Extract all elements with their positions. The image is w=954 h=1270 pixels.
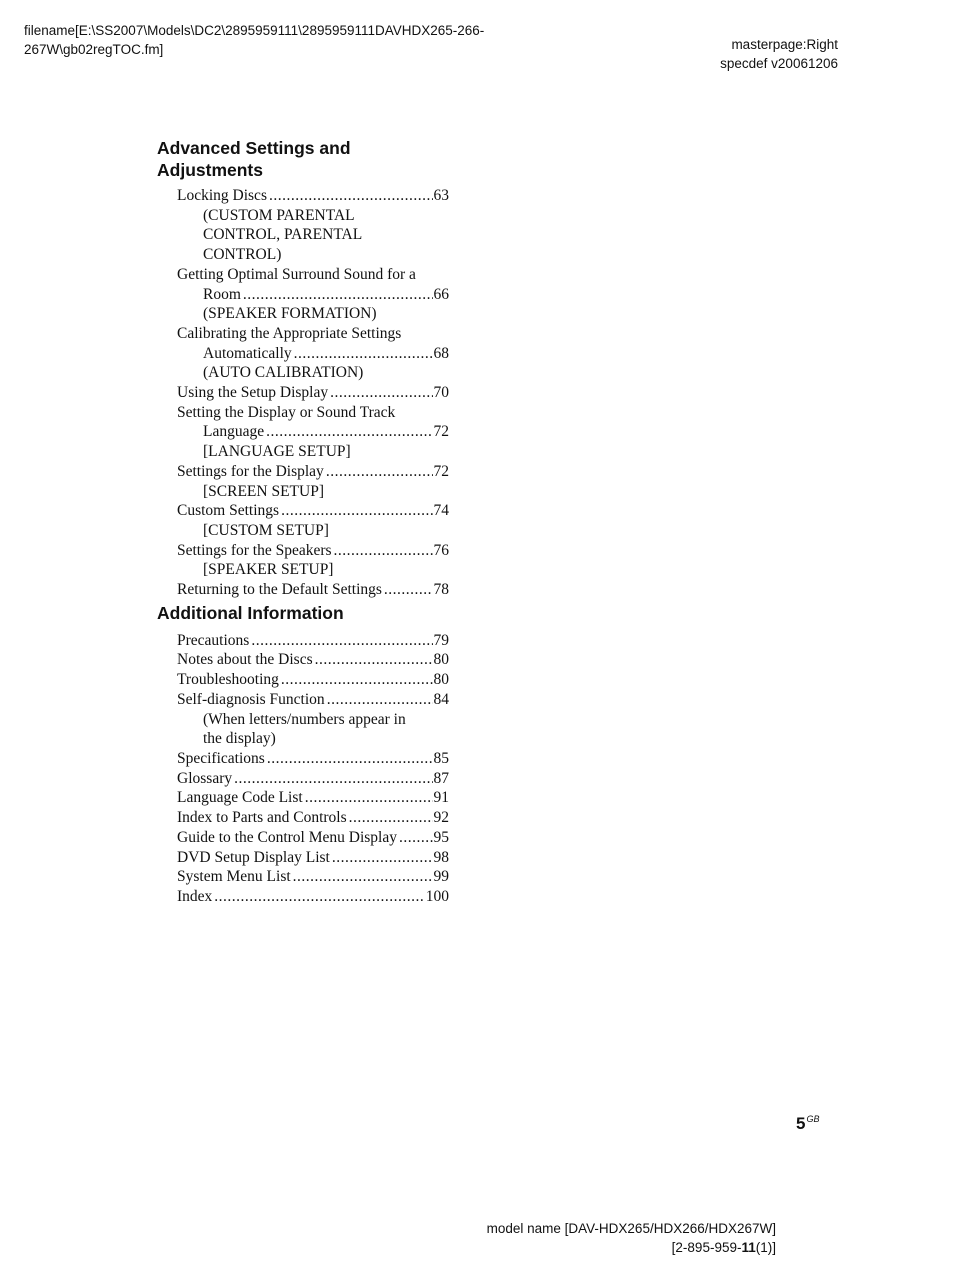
toc-page-number: 85 (433, 749, 449, 767)
toc-page-number: 68 (433, 344, 449, 362)
toc-page-number: 91 (433, 789, 449, 807)
toc-entry (157, 541, 449, 580)
toc-leader-dots (266, 422, 432, 442)
toc-page-number: 98 (433, 848, 449, 866)
page-number-suffix: GB (806, 1114, 820, 1125)
toc-entry-subtitle: (CUSTOM PARENTAL (203, 206, 355, 224)
toc-page-number: 72 (433, 423, 449, 441)
toc-entry (157, 186, 449, 265)
toc-page-number: 76 (433, 541, 449, 559)
header-filename (24, 21, 544, 59)
toc-leader-dots (326, 462, 433, 482)
toc-entry-subtitle: the display) (203, 730, 276, 748)
section-title (157, 602, 449, 624)
toc-entry-row (157, 769, 449, 789)
toc-leader-dots (384, 580, 433, 600)
toc-entry-text: Language (203, 423, 265, 441)
header-filename-line2: 267W\gb02regTOC.fm] (24, 42, 164, 57)
toc-page-number: 92 (433, 809, 449, 827)
toc-entry-text: Index to Parts and Controls (177, 809, 347, 827)
section-title-line: Adjustments (157, 160, 263, 180)
toc-entry (157, 403, 449, 462)
toc-entry-text: Glossary (177, 769, 233, 787)
toc-entry-text: Index (177, 887, 213, 905)
toc-entry-text: Specifications (177, 749, 265, 767)
toc-entry-text: Precautions (177, 631, 250, 649)
toc-entry-text: Language Code List (177, 789, 303, 807)
toc-entry-row (157, 749, 449, 769)
toc-entry-row (157, 462, 449, 482)
toc-leader-dots (243, 285, 433, 305)
toc-entry-row (157, 848, 449, 868)
toc-entry (157, 631, 449, 651)
toc-entry-subtitle: [SPEAKER SETUP] (203, 561, 334, 579)
toc-page-number: 100 (425, 887, 449, 905)
toc-page-number: 63 (433, 187, 449, 204)
toc-entry-subtitle: (When letters/numbers appear in (203, 710, 406, 728)
toc-entry-text: Returning to the Default Settings (177, 581, 382, 599)
toc-page-number: 99 (433, 868, 449, 886)
toc-entry-row (157, 541, 449, 561)
toc-entry-row (157, 580, 449, 600)
toc-entry-text: Automatically (203, 344, 292, 362)
toc-entry-row (157, 887, 449, 907)
toc-page-number: 66 (433, 285, 449, 303)
toc-entry (157, 265, 449, 324)
toc-entry-row (157, 344, 449, 364)
section-title (157, 137, 449, 181)
header-filename-line1: filename[E:\SS2007\Models\DC2\2895959111\2895959111DAVHDX265-266- (24, 23, 485, 38)
page-number (796, 1114, 819, 1134)
table-of-contents (157, 137, 449, 907)
toc-leader-dots (305, 788, 433, 808)
toc-leader-dots (281, 501, 432, 521)
toc-leader-dots (267, 749, 433, 769)
toc-entry (157, 650, 449, 670)
footer-model-name: model name [DAV-HDX265/HDX266/HDX267W] (486, 1221, 776, 1236)
section-title-line: Additional Information (157, 602, 344, 623)
toc-entry (157, 749, 449, 769)
toc-entry-text: Setting the Display or Sound Track (177, 403, 396, 421)
toc-entry-text: Getting Optimal Surround Sound for a (177, 265, 416, 283)
toc-entry-text: Notes about the Discs (177, 651, 313, 669)
toc-leader-dots (330, 383, 432, 403)
toc-page-number: 95 (433, 828, 449, 846)
toc-entry-row (157, 788, 449, 808)
footer-code-suffix: (1)] (755, 1240, 776, 1255)
toc-entry (157, 808, 449, 828)
toc-entry-text: Settings for the Speakers (177, 541, 332, 559)
header-masterpage-text: masterpage:Right (731, 37, 838, 52)
toc-entry-subtitle: [CUSTOM SETUP] (203, 521, 329, 539)
header-masterpage (720, 35, 838, 73)
toc-entry-text: System Menu List (177, 868, 291, 886)
toc-entry-text: Troubleshooting (177, 671, 279, 689)
toc-page-number: 80 (433, 651, 449, 669)
footer-code-prefix: [2-895-959- (671, 1240, 742, 1255)
toc-entry (157, 580, 449, 600)
toc-page-number: 74 (433, 502, 449, 520)
toc-entry (157, 690, 449, 749)
toc-entry-subtitle: [SCREEN SETUP] (203, 482, 324, 500)
toc-leader-dots (294, 344, 433, 364)
toc-leader-dots (214, 887, 424, 907)
toc-entry (157, 670, 449, 690)
footer-code (672, 1238, 776, 1257)
toc-entry-row (157, 690, 449, 710)
toc-entry-row (157, 383, 449, 403)
toc-entry (157, 848, 449, 868)
toc-entry (157, 788, 449, 808)
toc-page-number: 80 (433, 671, 449, 689)
toc-entry-row (157, 650, 449, 670)
toc-entry-text: Calibrating the Appropriate Settings (177, 324, 402, 342)
toc-entry-subtitle: (AUTO CALIBRATION) (203, 364, 364, 382)
toc-entry (157, 324, 449, 383)
toc-entry-row (157, 828, 449, 848)
toc-entry-subtitle: (SPEAKER FORMATION) (203, 305, 377, 323)
toc-leader-dots (234, 769, 432, 789)
toc-entry (157, 887, 449, 907)
header-specdef-text: specdef v20061206 (720, 56, 838, 71)
toc-leader-dots (332, 848, 433, 868)
footer-code-bold: 11 (741, 1240, 756, 1255)
toc-leader-dots (251, 631, 432, 651)
toc-leader-dots (399, 828, 433, 848)
toc-leader-dots (315, 650, 433, 670)
toc-leader-dots (269, 186, 433, 206)
toc-page-number: 79 (433, 631, 449, 649)
toc-entry-row (157, 285, 449, 305)
toc-entry-row (157, 501, 449, 521)
toc-entry-subtitle: [LANGUAGE SETUP] (203, 443, 351, 461)
toc-entry-text: Custom Settings (177, 502, 280, 520)
toc-entry-text: Settings for the Display (177, 462, 324, 480)
toc-entry (157, 867, 449, 887)
toc-leader-dots (327, 690, 433, 710)
toc-leader-dots (281, 670, 433, 690)
toc-entry-text: Guide to the Control Menu Display (177, 828, 397, 846)
toc-entry (157, 383, 449, 403)
page-number-value: 5 (796, 1114, 806, 1133)
toc-page-number: 72 (433, 462, 449, 480)
toc-entry-text: Room (203, 285, 241, 303)
toc-entry-row (157, 186, 449, 206)
toc-leader-dots (293, 867, 433, 887)
toc-entry-subtitle: CONTROL) (203, 246, 282, 264)
toc-entry-text: Locking Discs (177, 187, 267, 204)
toc-page-number: 84 (433, 690, 449, 708)
section-title-line: Advanced Settings and (157, 138, 351, 158)
toc-entry-subtitle: CONTROL, PARENTAL (203, 226, 363, 244)
toc-entry-text: DVD Setup Display List (177, 848, 330, 866)
toc-entry-row (157, 631, 449, 651)
toc-entry-row (157, 422, 449, 442)
toc-entry-row (157, 670, 449, 690)
toc-leader-dots (334, 541, 433, 561)
toc-page-number: 70 (433, 384, 449, 402)
toc-entry (157, 501, 449, 540)
toc-entry-text: Self-diagnosis Function (177, 690, 325, 708)
toc-entry (157, 462, 449, 501)
toc-entry-text: Using the Setup Display (177, 384, 329, 402)
toc-entry (157, 828, 449, 848)
toc-entry (157, 769, 449, 789)
toc-leader-dots (349, 808, 433, 828)
toc-entry-row (157, 808, 449, 828)
toc-entry-row (157, 867, 449, 887)
toc-page-number: 87 (433, 769, 449, 787)
toc-page-number: 78 (433, 581, 449, 599)
